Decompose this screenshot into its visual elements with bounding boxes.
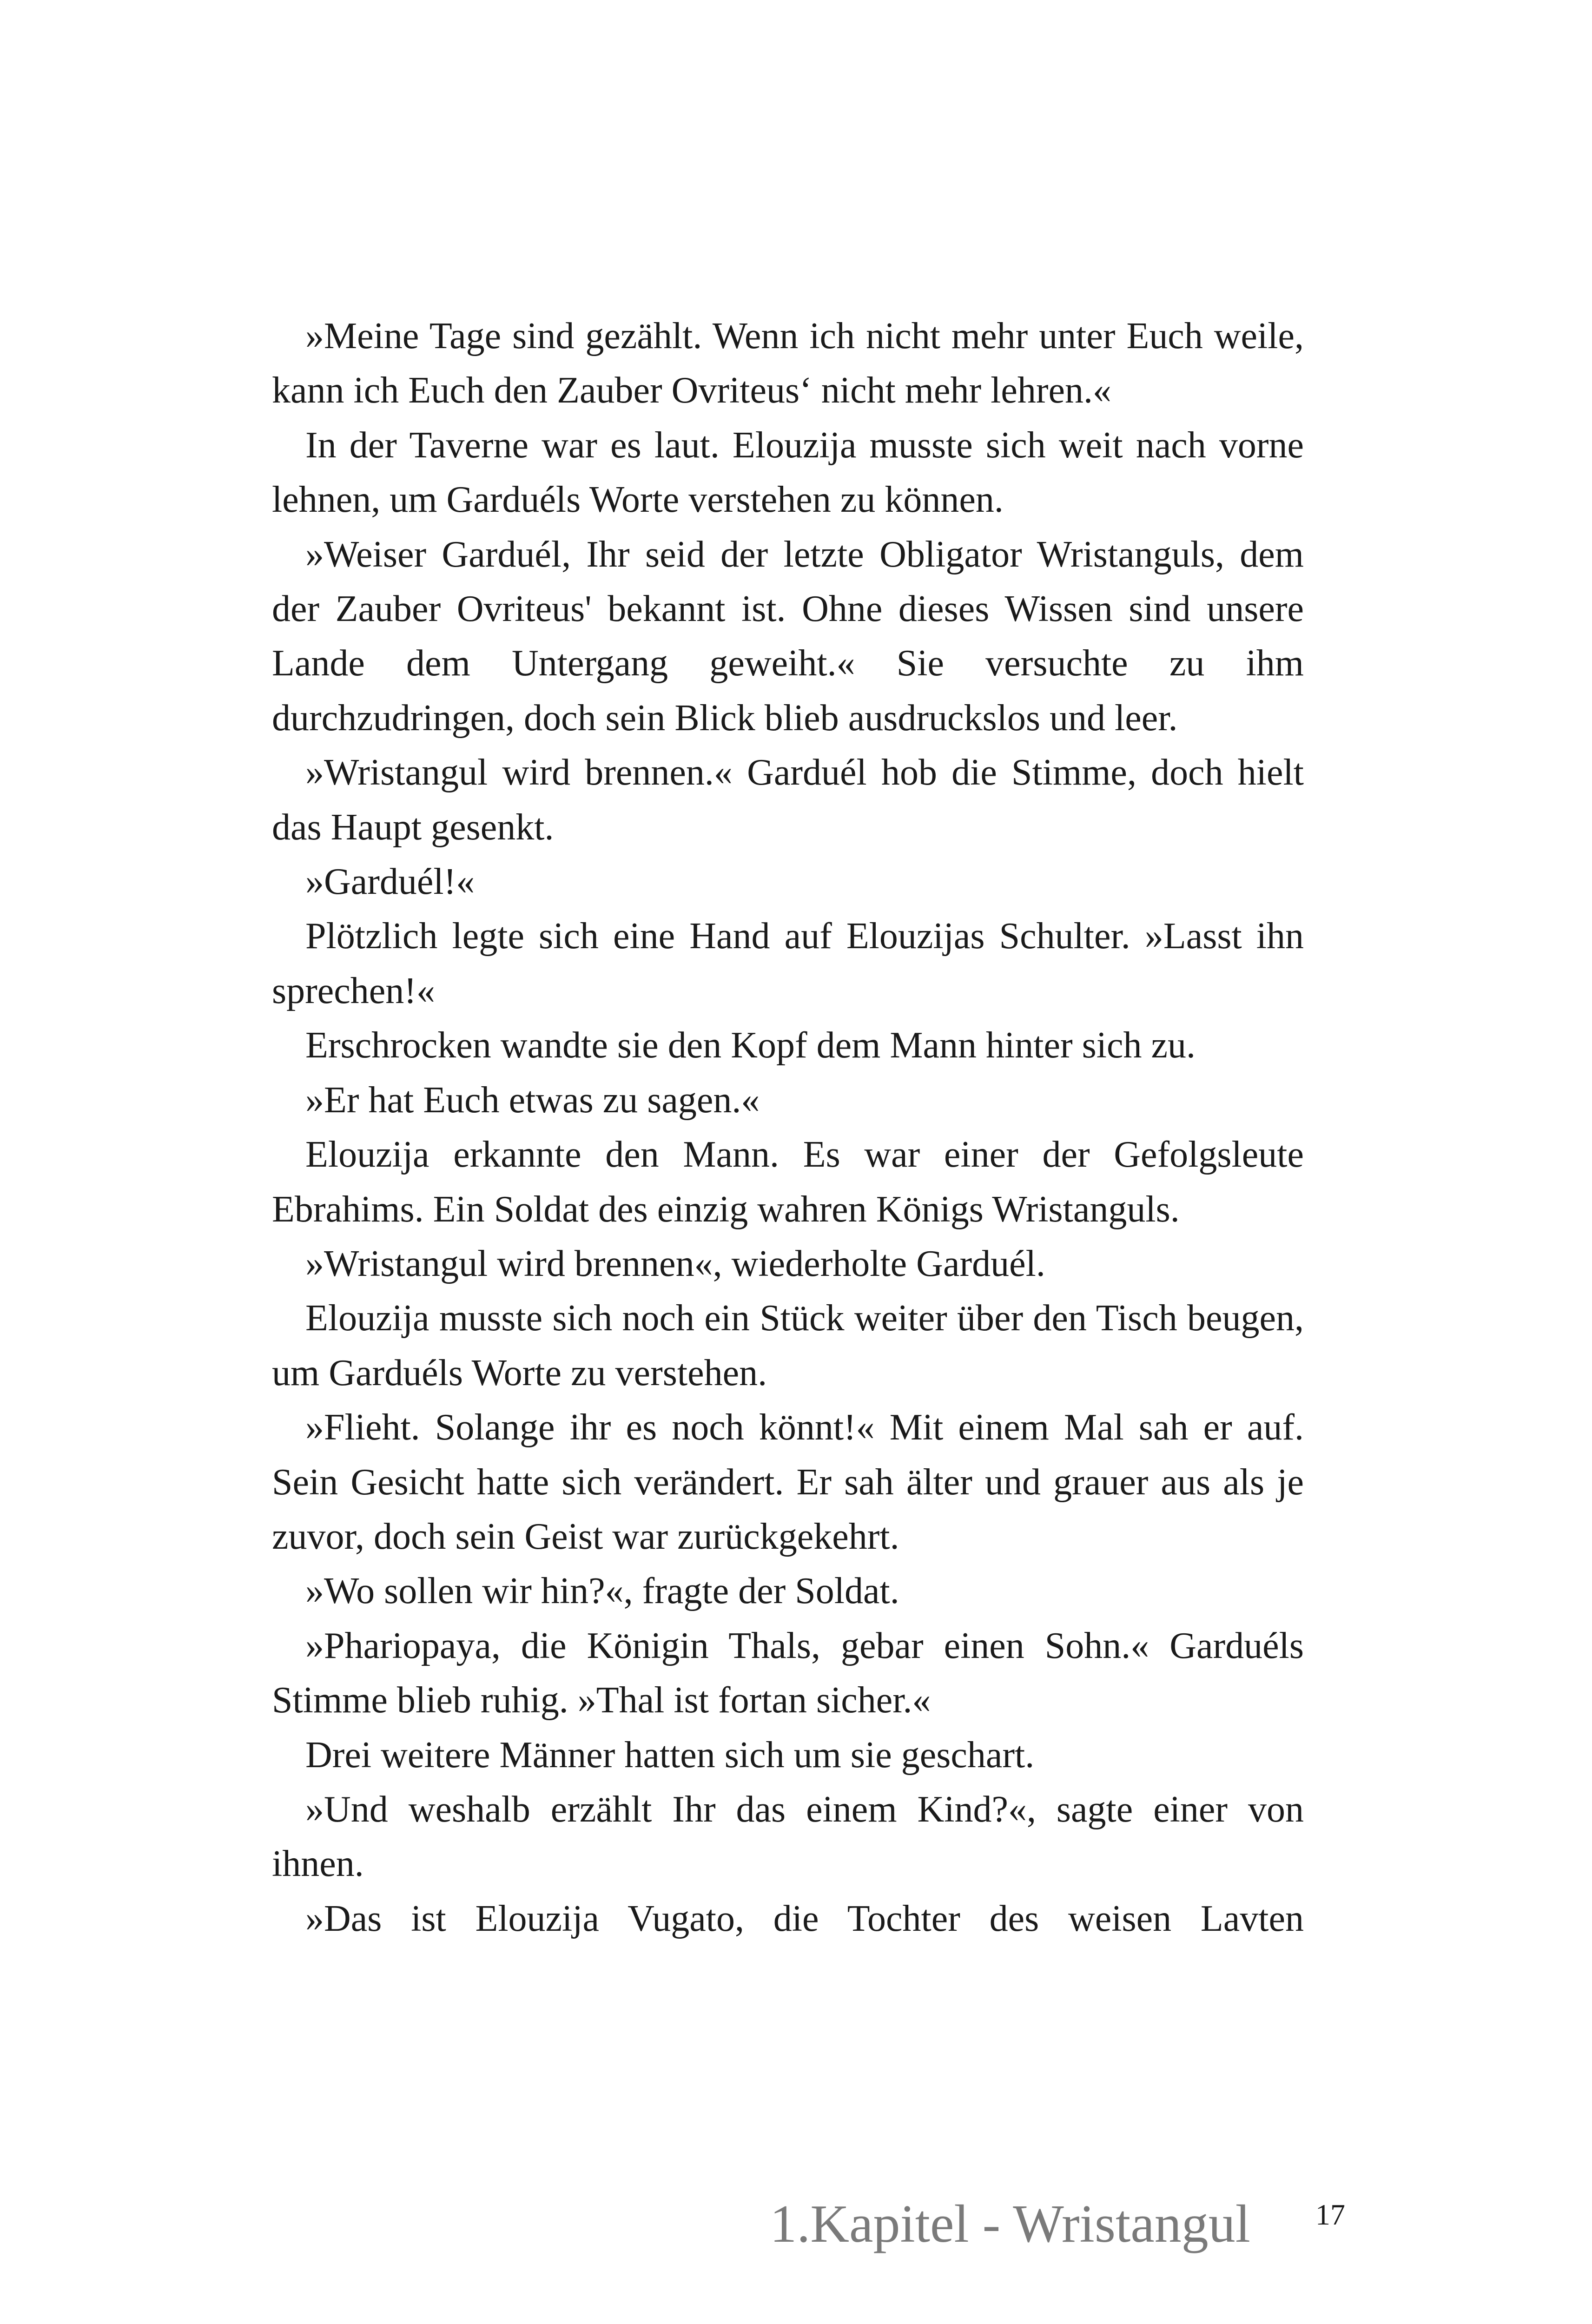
paragraph: »Er hat Euch etwas zu sagen.« — [305, 1079, 760, 1121]
body-text — [272, 309, 1304, 1946]
paragraph: »Phariopaya, die Königin Thals, gebar einen Sohn.« Garduéls Stimme blieb ruhig. »Thal ist fortan sicher.« — [272, 1625, 1304, 1721]
paragraph: »Weiser Garduél, Ihr seid der letzte Obligator Wristanguls, dem der Zauber Ovriteus' bekannt ist. Ohne dieses Wissen sind unsere Lande dem Untergang geweiht.« Sie versuchte zu ihm durchzudringen, doch sein Blick blieb ausdruckslos und leer. — [272, 534, 1304, 739]
paragraph: Erschrocken wandte sie den Kopf dem Mann hinter sich zu. — [305, 1025, 1196, 1066]
paragraph: »Flieht. Solange ihr es noch könnt!« Mit einem Mal sah er auf. Sein Gesicht hatte sich verändert. Er sah älter und grauer aus als je zuvor, doch sein Geist war zurückgekehrt. — [272, 1407, 1304, 1557]
paragraph: Plötzlich legte sich eine Hand auf Elouzijas Schulter. »Lasst ihn sprechen!« — [272, 916, 1304, 1011]
paragraph: »Und weshalb erzählt Ihr das einem Kind?«, sagte einer von ihnen. — [272, 1789, 1304, 1885]
paragraph-last: »Das ist Elouzija Vugato, die Tochter des weisen Lavten — [305, 1898, 1304, 1939]
paragraph: Elouzija erkannte den Mann. Es war einer der Gefolgsleute Ebrahims. Ein Soldat des einzig wahren Königs Wristanguls. — [272, 1134, 1304, 1230]
paragraph: Elouzija musste sich noch ein Stück weiter über den Tisch beugen, um Garduéls Worte zu verstehen. — [272, 1298, 1304, 1393]
paragraph: »Wristangul wird brennen«, wiederholte Garduél. — [305, 1243, 1045, 1284]
paragraph: »Garduél!« — [305, 861, 475, 903]
chapter-title: 1.Kapitel - Wristangul — [770, 2194, 1250, 2254]
page-number: 17 — [1315, 2198, 1345, 2231]
paragraph: »Wristangul wird brennen.« Garduél hob die Stimme, doch hielt das Haupt gesenkt. — [272, 752, 1304, 848]
paragraph: »Wo sollen wir hin?«, fragte der Soldat. — [305, 1571, 899, 1612]
paragraph: In der Taverne war es laut. Elouzija musste sich weit nach vorne lehnen, um Garduéls Worte verstehen zu können. — [272, 424, 1304, 521]
paragraph: »Meine Tage sind gezählt. Wenn ich nicht mehr unter Euch weile, kann ich Euch den Zauber Ovriteus‘ nicht mehr lehren.« — [272, 316, 1304, 411]
paragraph: Drei weitere Männer hatten sich um sie geschart. — [305, 1734, 1035, 1776]
